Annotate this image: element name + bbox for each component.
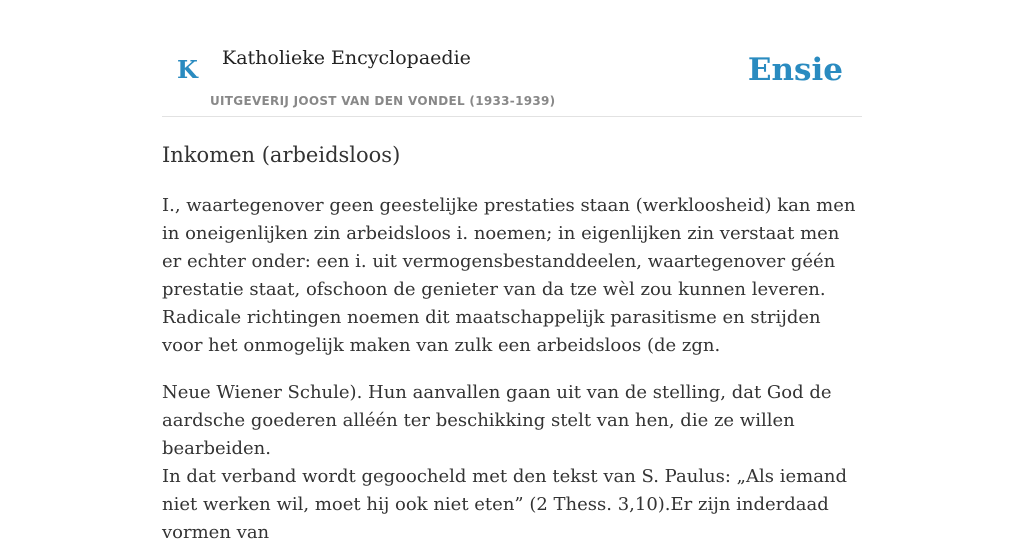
page-container bbox=[162, 0, 862, 543]
ensie-brand-link[interactable]: Ensie bbox=[747, 52, 843, 88]
site-header bbox=[162, 0, 862, 117]
article-paragraph: I., waartegenover geen geestelijke prestaties staan (werkloosheid) kan men in oneigenlijken zin arbeidsloos i. noemen; in eigenlijken zin verstaat men er echter onder: een i. uit vermogensbestanddeelen, waartegenover géén prestatie staat, ofschoon de genieter van da tze wèl zou kunnen leveren. Radicale richtingen noemen dit maatschappelijk parasitisme en strijden voor het onmogelijk maken van zulk een arbeidsloos (de zgn. bbox=[162, 195, 856, 356]
publisher-label: UITGEVERIJ JOOST VAN DEN VONDEL (1933-1939) bbox=[210, 94, 556, 108]
article-paragraph: Neue Wiener Schule). Hun aanvallen gaan uit van de stelling, dat God de aardsche goederen alléén ter beschikking stelt van hen, die ze willen bearbeiden. bbox=[162, 382, 832, 459]
article-title: Inkomen (arbeidsloos) bbox=[162, 143, 401, 167]
site-logo[interactable]: K bbox=[177, 55, 198, 84]
site-title[interactable]: Katholieke Encyclopaedie bbox=[222, 47, 471, 69]
article-paragraph: In dat verband wordt gegoocheld met den tekst van S. Paulus: „Als iemand niet werken wil, moet hij ook niet eten” (2 Thess. 3,10).Er zijn inderdaad vormen van bbox=[162, 466, 848, 543]
